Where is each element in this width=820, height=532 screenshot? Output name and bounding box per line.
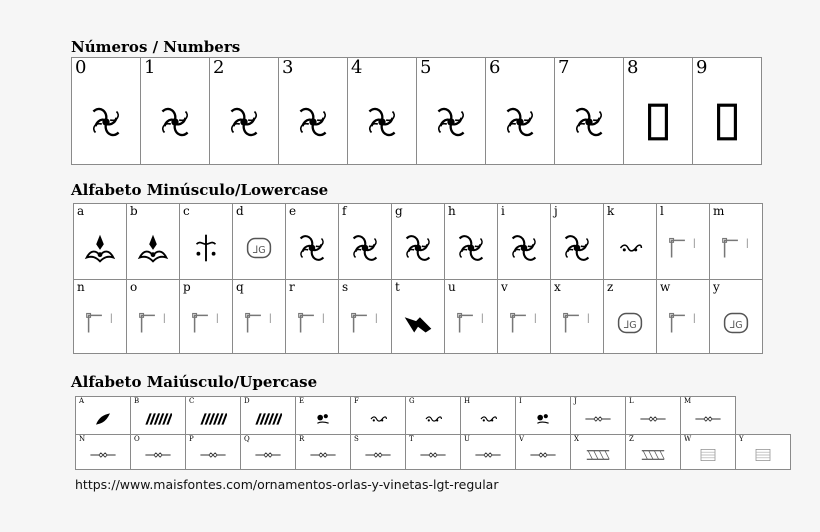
glyph-cell-I [515,396,571,435]
glyph-label: d [236,204,244,218]
glyph-cell-a [73,203,127,280]
glyph-cell-c [179,203,233,280]
corner-frame-icon [127,294,179,351]
glyph-cell-C [185,396,241,435]
glyph-cell-g [391,203,445,280]
uppercase-title: Alfabeto Maiúsculo/Upercase [71,373,318,391]
glyph-label: A [79,397,85,405]
corner-frame-icon [445,294,497,351]
glyph-label: 3 [282,57,294,78]
glyph-label: G [409,397,415,405]
glyph-label: H [464,397,471,405]
glyph-cell-o [126,279,180,354]
glyph-cell-u [444,279,498,354]
glyph-cell-q [232,279,286,354]
glyph-cell-G [405,396,461,435]
glyph-cell-S [350,434,406,470]
glyph-cell-0 [71,57,141,165]
corner-frame-icon [286,294,338,351]
glyph-label: J [574,397,577,405]
corner-frame-icon [657,294,709,351]
glyph-cell-e [285,203,339,280]
glyph-cell-V [515,434,571,470]
glyph-label: k [607,204,615,218]
glyph-label: y [713,280,720,294]
glyph-label: N [79,435,86,443]
glyph-label: U [464,435,470,443]
glyph-cell-n [73,279,127,354]
glyph-cell-j [550,203,604,280]
seal-ornament-icon [710,294,762,351]
glyph-label: O [134,435,140,443]
scroll-flourish-icon [417,82,485,162]
finial-ornament-icon [180,218,232,277]
small-ornament-icon [406,405,460,432]
glyph-label: m [713,204,725,218]
corner-frame-icon [498,294,550,351]
numbers-row [71,57,761,165]
glyph-cell-3 [278,57,348,165]
glyph-label: S [354,435,359,443]
seal-ornament-icon [604,294,656,351]
small-ornament-icon [604,218,656,277]
glyph-label: M [684,397,692,405]
lattice-band-icon [626,443,680,467]
glyph-cell-Y [735,434,791,470]
glyph-label: g [395,204,403,218]
glyph-cell-w [656,279,710,354]
glyph-cell-R [295,434,351,470]
glyph-label: P [189,435,194,443]
glyph-label: R [299,435,305,443]
floral-cluster-icon [516,405,570,432]
glyph-cell-T [405,434,461,470]
border-strip-icon [131,443,185,467]
glyph-label: s [342,280,349,294]
stripe-band-icon [131,405,185,432]
glyph-label: w [660,280,671,294]
pointing-hand-icon [392,294,444,351]
corner-frame-icon [180,294,232,351]
missing-glyph-box-icon [624,82,692,162]
glyph-cell-N [75,434,131,470]
glyph-cell-7 [554,57,624,165]
glyph-label: 5 [420,57,432,78]
glyph-cell-f [338,203,392,280]
seal-ornament-icon [233,218,285,277]
glyph-cell-y [709,279,763,354]
border-strip-icon [186,443,240,467]
glyph-label: Q [244,435,250,443]
floral-cluster-icon [296,405,350,432]
glyph-cell-s [338,279,392,354]
glyph-label: o [130,280,138,294]
glyph-cell-8 [623,57,693,165]
lowercase-title: Alfabeto Minúsculo/Lowercase [71,181,329,199]
border-strip-icon [406,443,460,467]
scroll-flourish-icon [392,218,444,277]
glyph-label: E [299,397,305,405]
glyph-cell-2 [209,57,279,165]
glyph-cell-J [570,396,626,435]
glyph-cell-F [350,396,406,435]
glyph-cell-x [550,279,604,354]
border-strip-icon [296,443,350,467]
hatched-block-icon [736,443,790,467]
glyph-label: C [189,397,195,405]
glyph-label: h [448,204,456,218]
glyph-label: F [354,397,359,405]
border-strip-icon [681,405,735,432]
fleur-ornament-icon [127,218,179,277]
glyph-label: x [554,280,561,294]
scroll-flourish-icon [286,218,338,277]
glyph-cell-t [391,279,445,354]
glyph-cell-U [460,434,516,470]
border-strip-icon [626,405,680,432]
uppercase-row-1 [75,396,735,435]
glyph-label: X [574,435,579,443]
glyph-cell-i [497,203,551,280]
glyph-label: n [77,280,85,294]
border-strip-icon [461,443,515,467]
border-strip-icon [571,405,625,432]
stripe-band-icon [186,405,240,432]
scroll-flourish-icon [72,82,140,162]
glyph-label: B [134,397,140,405]
glyph-label: 6 [489,57,501,78]
glyph-label: v [501,280,508,294]
glyph-cell-9 [692,57,762,165]
glyph-label: 7 [558,57,570,78]
missing-glyph-box-icon [693,82,761,162]
uppercase-row-2 [75,434,790,470]
glyph-cell-6 [485,57,555,165]
glyph-cell-Z [625,434,681,470]
glyph-label: V [519,435,525,443]
glyph-label: Y [739,435,744,443]
glyph-cell-A [75,396,131,435]
scroll-flourish-icon [210,82,278,162]
glyph-cell-W [680,434,736,470]
hatched-block-icon [681,443,735,467]
glyph-label: r [289,280,295,294]
corner-frame-icon [233,294,285,351]
glyph-label: T [409,435,414,443]
glyph-label: c [183,204,190,218]
scroll-flourish-icon [279,82,347,162]
glyph-label: W [684,435,692,443]
fleur-ornament-icon [74,218,126,277]
glyph-cell-P [185,434,241,470]
glyph-cell-B [130,396,186,435]
glyph-label: D [244,397,250,405]
corner-frame-icon [657,218,709,277]
glyph-label: 9 [696,57,708,78]
glyph-label: 2 [213,57,225,78]
corner-frame-icon [339,294,391,351]
glyph-cell-b [126,203,180,280]
glyph-cell-m [709,203,763,280]
lowercase-row-1 [73,203,762,280]
glyph-cell-z [603,279,657,354]
glyph-label: 4 [351,57,363,78]
glyph-label: t [395,280,400,294]
glyph-cell-Q [240,434,296,470]
glyph-cell-L [625,396,681,435]
glyph-label: 1 [144,57,156,78]
numbers-title: Números / Numbers [71,38,241,56]
glyph-cell-4 [347,57,417,165]
glyph-label: j [554,204,558,218]
glyph-cell-M [680,396,736,435]
glyph-label: f [342,204,347,218]
scroll-flourish-icon [555,82,623,162]
lattice-band-icon [571,443,625,467]
svg-text:ᒧG: ᒧG [623,319,637,331]
glyph-cell-r [285,279,339,354]
scroll-flourish-icon [339,218,391,277]
leaf-ornament-icon [76,405,130,432]
glyph-label: a [77,204,85,218]
scroll-flourish-icon [348,82,416,162]
stripe-band-icon [241,405,295,432]
glyph-label: b [130,204,138,218]
glyph-cell-X [570,434,626,470]
glyph-label: e [289,204,297,218]
glyph-cell-D [240,396,296,435]
glyph-label: l [660,204,664,218]
lowercase-row-2 [73,279,762,354]
glyph-cell-H [460,396,516,435]
scroll-flourish-icon [445,218,497,277]
glyph-cell-E [295,396,351,435]
glyph-cell-5 [416,57,486,165]
glyph-cell-v [497,279,551,354]
corner-frame-icon [551,294,603,351]
small-ornament-icon [351,405,405,432]
glyph-label: z [607,280,614,294]
scroll-flourish-icon [498,218,550,277]
small-ornament-icon [461,405,515,432]
glyph-cell-d [232,203,286,280]
glyph-label: L [629,397,634,405]
glyph-label: 0 [75,57,87,78]
glyph-label: p [183,280,191,294]
glyph-label: i [501,204,505,218]
glyph-label: u [448,280,456,294]
border-strip-icon [516,443,570,467]
glyph-label: I [519,397,522,405]
glyph-cell-l [656,203,710,280]
scroll-flourish-icon [551,218,603,277]
svg-text:ᒧG: ᒧG [252,244,266,256]
glyph-label: Z [629,435,634,443]
scroll-flourish-icon [486,82,554,162]
glyph-cell-1 [140,57,210,165]
glyph-cell-k [603,203,657,280]
glyph-cell-p [179,279,233,354]
border-strip-icon [76,443,130,467]
glyph-label: 8 [627,57,639,78]
glyph-cell-h [444,203,498,280]
border-strip-icon [241,443,295,467]
corner-frame-icon [710,218,762,277]
corner-frame-icon [74,294,126,351]
glyph-label: q [236,280,244,294]
border-strip-icon [351,443,405,467]
source-url-link[interactable]: https://www.maisfontes.com/ornamentos-orlas-y-vinetas-lgt-regular [75,477,499,492]
svg-text:ᒧG: ᒧG [729,319,743,331]
scroll-flourish-icon [141,82,209,162]
glyph-cell-O [130,434,186,470]
